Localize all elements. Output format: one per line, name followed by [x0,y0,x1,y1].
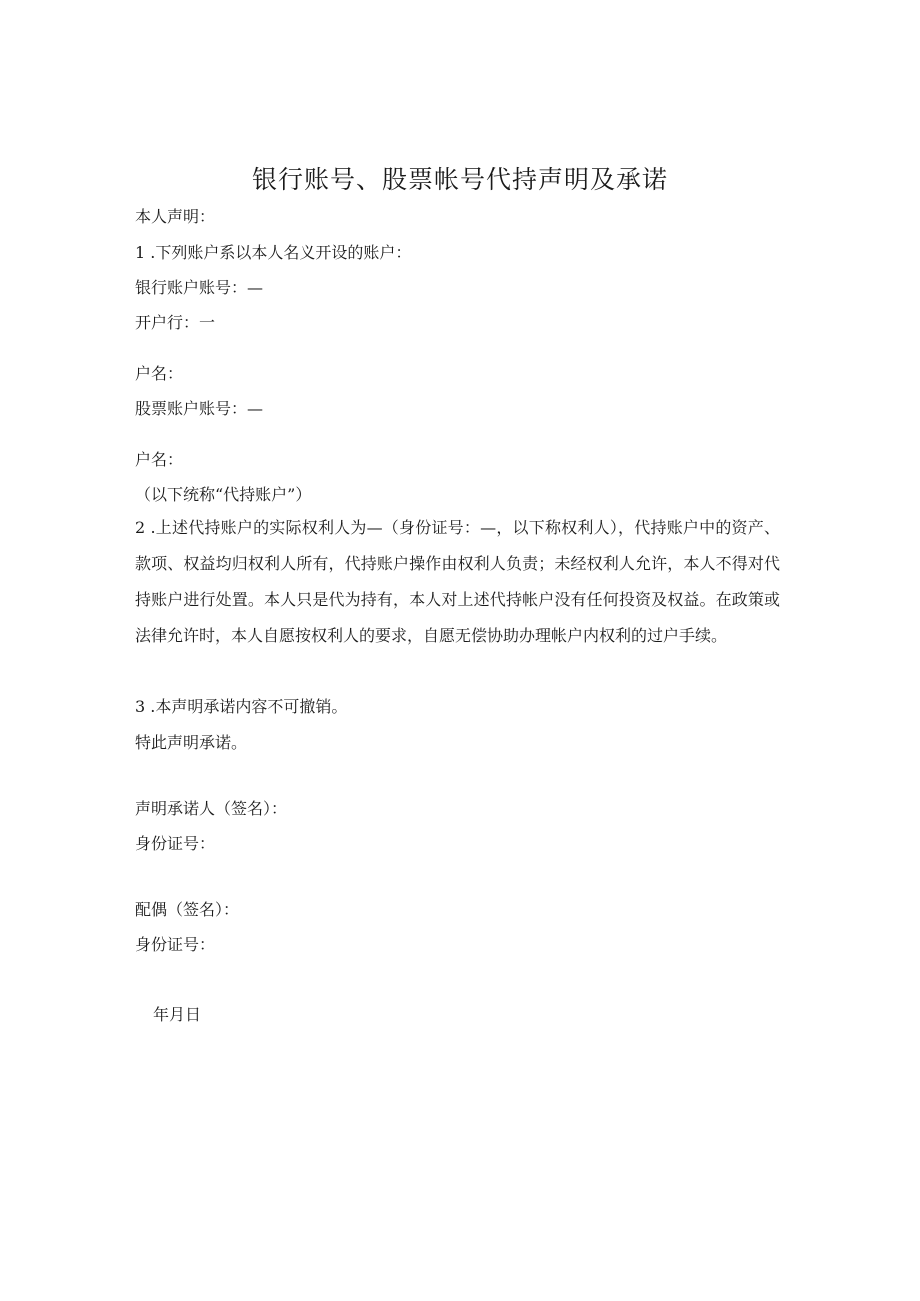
declaration-heading: 本人声明： [135,207,216,226]
spouse-id-field: 身份证号： [135,935,216,954]
spouse-signature-field: 配偶（签名）： [135,900,240,919]
opening-bank-field: 开户行：一 [135,313,216,332]
closing-statement: 特此声明承诺。 [135,733,248,752]
stock-account-number-field: 股票账户账号：— [135,399,264,418]
bank-account-name-field: 户名： [135,364,184,383]
item-3-text: 3 .本声明承诺内容不可撤销。 [135,697,348,716]
collective-name-note: （以下统称“代持账户”） [135,485,312,504]
date-field: 年月日 [153,1005,202,1024]
declarant-signature-field: 声明承诺人（签名）： [135,799,288,818]
stock-account-name-field: 户名： [135,450,184,469]
item-1-text: 1 .下列账户系以本人名义开设的账户： [135,243,412,262]
bank-account-number-field: 银行账户账号：— [135,278,264,297]
item-2-paragraph: 2 .上述代持账户的实际权利人为—（身份证号：—，以下称权利人），代持账户中的资产、款项、权益均归权利人所有，代持账户操作由权利人负责；未经权利人允许，本人不得对代持账户进行处置。本人只是代为持有，本人对上述代持帐户没有任何投资及权益。在政策或法律允许时，本人自愿按权利人的要求，自愿无偿协助办理帐户内权利的过户手续。 [135,518,780,645]
document-title: 银行账号、股票帐号代持声明及承诺 [251,165,668,194]
declarant-id-field: 身份证号： [135,834,216,853]
